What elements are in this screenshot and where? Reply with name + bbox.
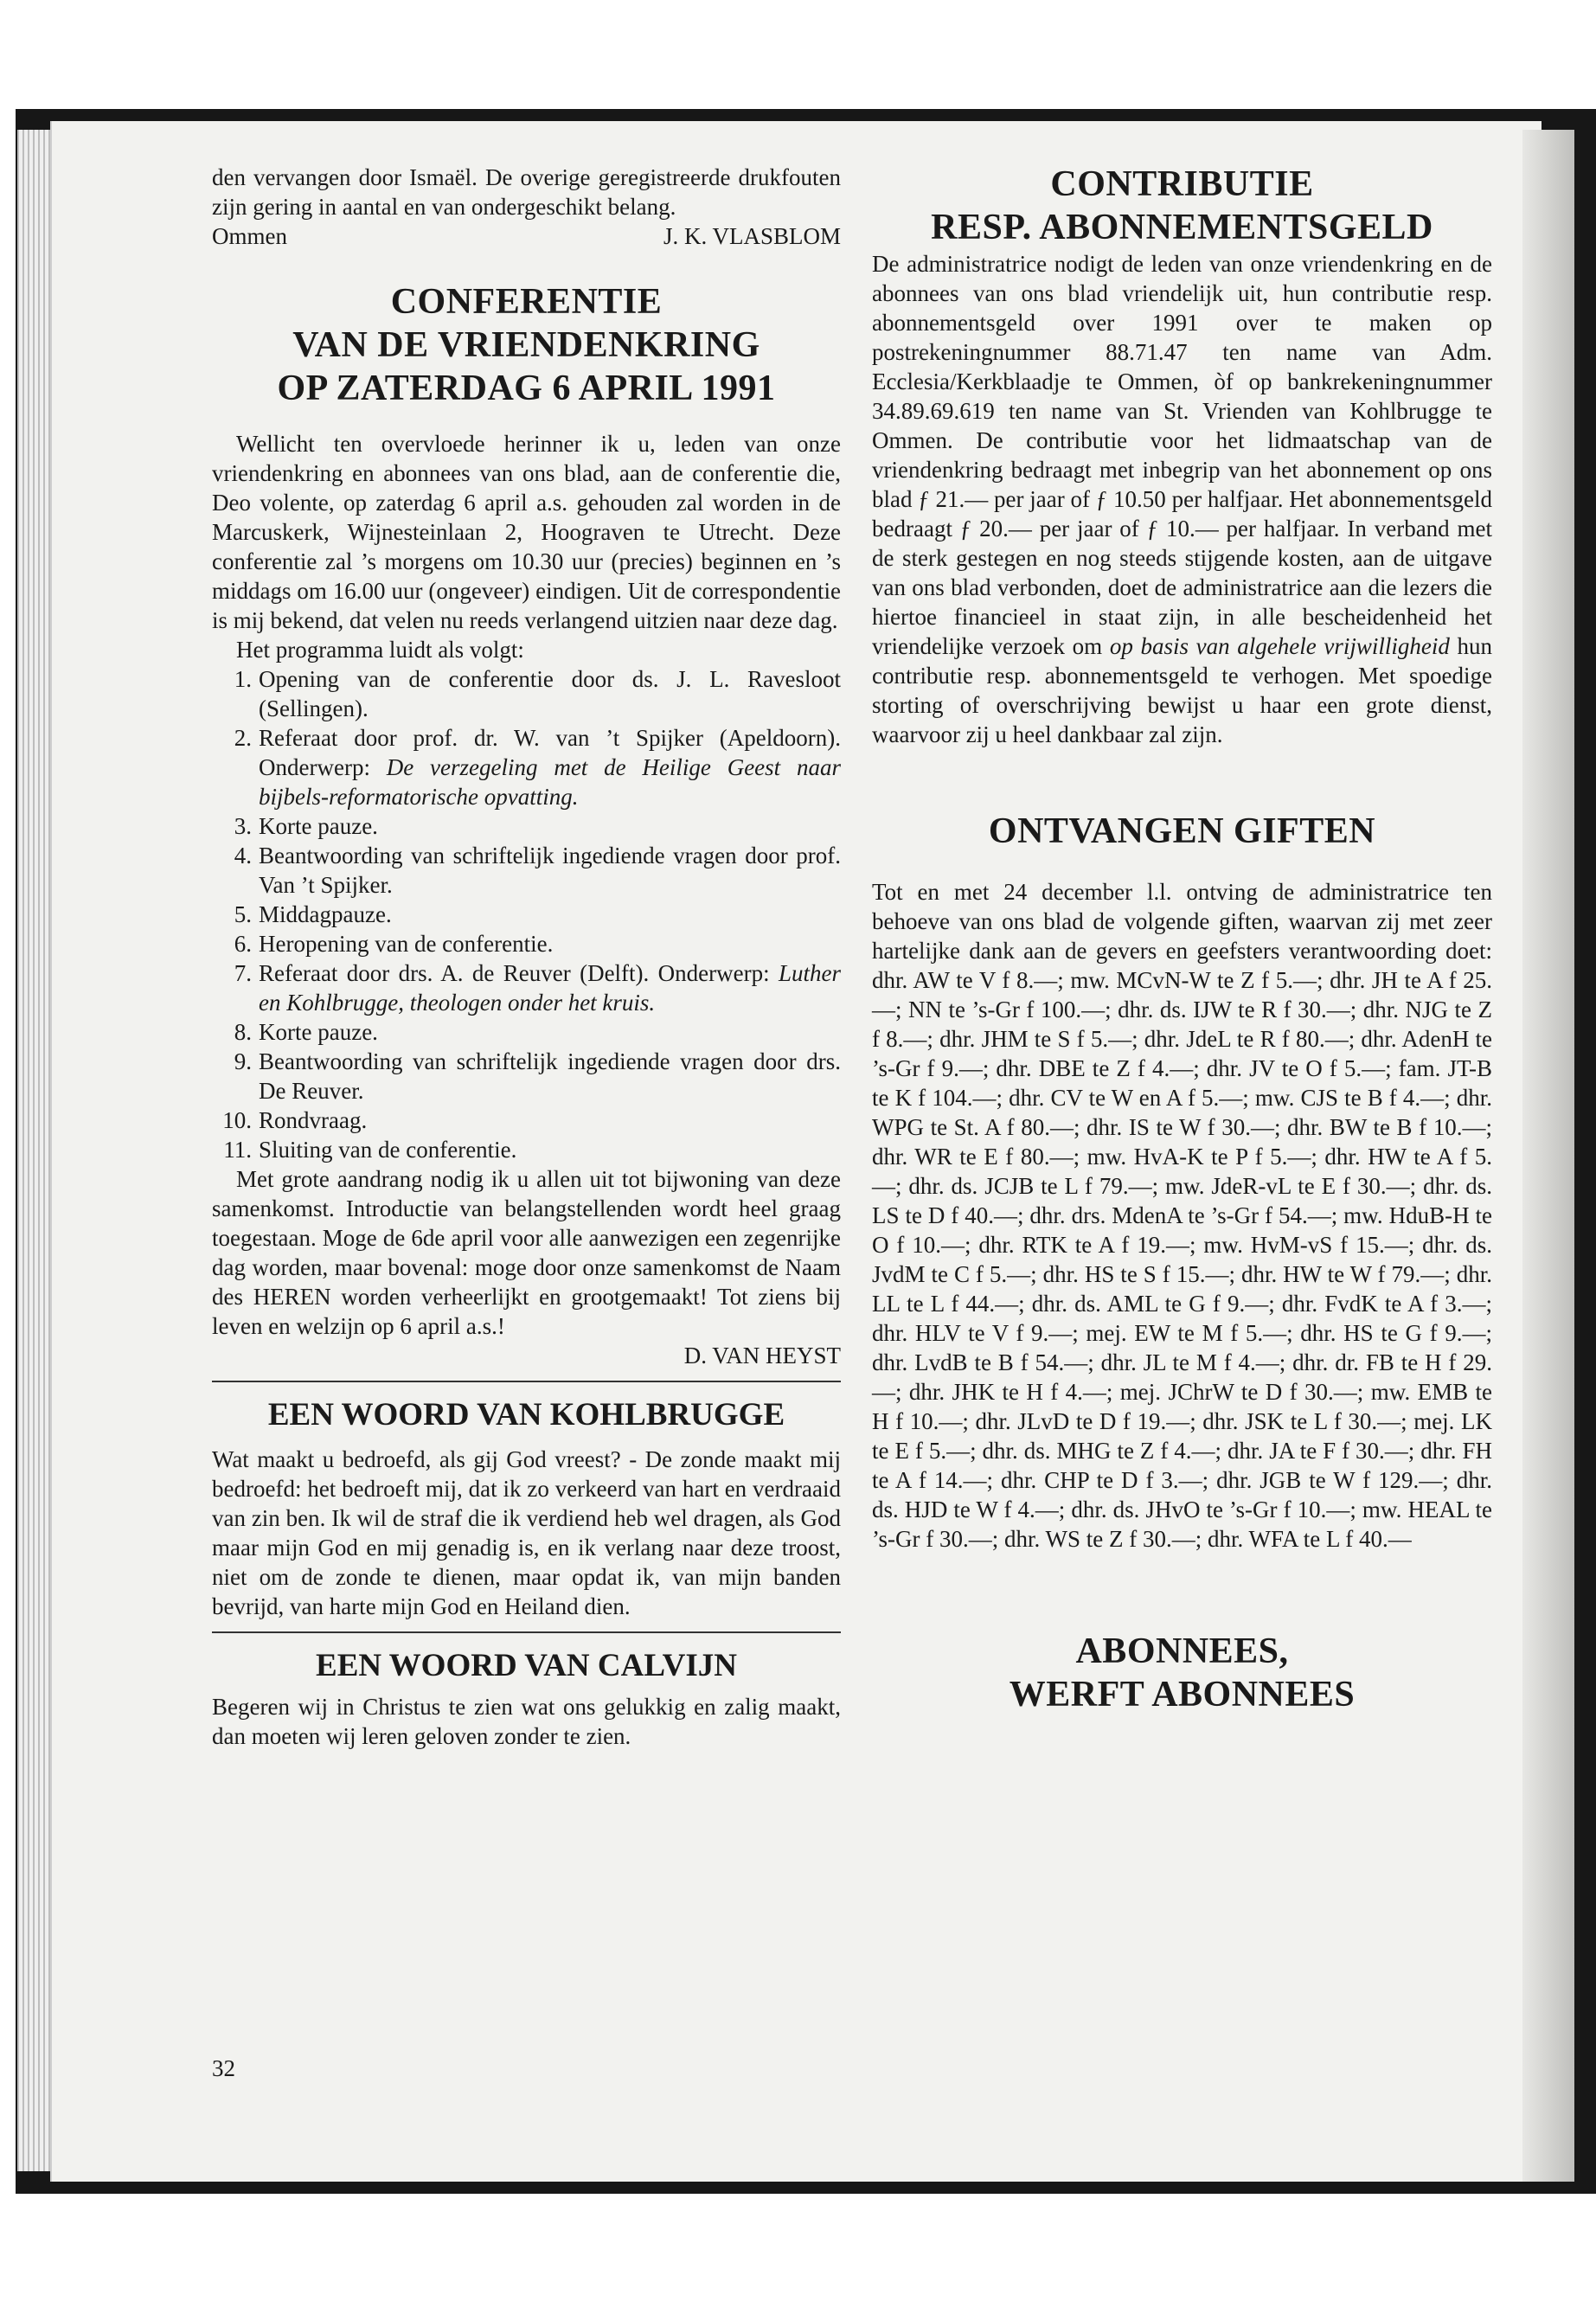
calvijn-body: Begeren wij in Christus te zien wat ons gelukkig en zalig maakt, dan moeten wij leren geloven zonder te zien. [212, 1694, 841, 1749]
program-item: 2. Referaat door prof. dr. W. van ’t Spijker (Apeldoorn). Onderwerp: De verzegeling met de Heilige Geest naar bijbels-reformatorische opvatting. [234, 725, 841, 810]
section-divider [212, 1381, 841, 1382]
kohlbrugge-title: EEN WOORD VAN KOHLBRUGGE [267, 1397, 785, 1433]
contributie-title-line2: RESP. ABONNEMENTSGELD [931, 208, 1433, 247]
program-item: 10. Rondvraag. [222, 1107, 368, 1133]
calvijn-title: EEN WOORD VAN CALVIJN [316, 1648, 737, 1683]
intro-paragraph: den vervangen door Ismaël. De overige geregistreerde drukfouten zijn gering in aantal en van ondergeschikt belang. [212, 164, 841, 220]
program-item: 6. Heropening van de conferentie. [234, 931, 554, 957]
scan-margin-bottom [0, 2194, 1596, 2301]
signature-place: Ommen [212, 223, 287, 249]
giften-body: Tot en met 24 december l.l. ontving de administratrice ten behoeve van ons blad de volgende giften, waarvan zij met zeer hartelijke dank aan de gevers en geefsters verantwoording doet: dhr. AW te V f 8.—; mw. MCvN-W te Z f 5.—; dhr. JH te A f 25.—; NN te ’s-Gr f 100.—; dhr. ds. IJW te R f 30.—; dhr. NJG te Z f 8.—; dhr. JHM te S f 5.—; dhr. JdeL te R f 80.—; dhr. AdenH te ’s-Gr f 9.—; dhr. DBE te Z f 4.—; dhr. JV te O f 5.—; fam. JT-B te K f 104.—; dhr. CV te W en A f 5.—; mw. CJS te B f 4.—; dhr. WPG te St. A f 80.—; dhr. IS te W f 30.—; dhr. BW te B f 10.—; dhr. WR te E f 80.—; mw. HvA-K te P f 5.—; dhr. HW te A f 5.—; dhr. ds. JCJB te L f 79.—; mw. JdeR-vL te E f 30.—; dhr. ds. LS te D f 40.—; dhr. drs. MdenA te ’s-Gr f 54.—; mw. HduB-H te O f 10.—; dhr. RTK te A f 19.—; mw. HvM-vS f 15.—; dhr. ds. JvdM te C f 5.—; dhr. HS te S f 15.—; dhr. HW te W f 79.—; dhr. LL te L f 44.—; dhr. ds. AML te G f 9.—; dhr. FvdK te A f 3.—; dhr. HLV te V f 9.—; mej. EW te M f 5.—; dhr. HS te G f 9.—; dhr. LvdB te B f 54.—; dhr. JL te M f 4.—; dhr. dr. FB te H f 29.—; dhr. JHK te H f 4.—; mej. JChrW te D f 30.—; mw. EMB te H f 10.—; dhr. JLvD te D f 19.—; dhr. JSK te L f 30.—; mej. LK te E f 5.—; dhr. ds. MHG te Z f 4.—; dhr. JA te F f 30.—; dhr. FH te A f 14.—; dhr. CHP te D f 3.—; dhr. JGB te W f 129.—; dhr. ds. HJD te W f 4.—; dhr. ds. JHvO te ’s-Gr f 10.—; mw. HEAL te ’s-Gr f 30.—; dhr. WS te Z f 30.—; dhr. WFA te L f 40.— [872, 879, 1492, 1552]
conference-title-line3: OP ZATERDAG 6 APRIL 1991 [277, 369, 776, 408]
page-edges [17, 130, 50, 2171]
heyst-signature: D. VAN HEYST [683, 1343, 841, 1368]
program-item: 11. Sluiting van de conferentie. [223, 1137, 517, 1163]
right-page-bleed [1522, 130, 1574, 2182]
giften-title: ONTVANGEN GIFTEN [988, 811, 1376, 851]
abonnees-title-line2: WERFT ABONNEES [1009, 1675, 1356, 1715]
program-item: 9. Beantwoording van schriftelijk ingediende vragen door drs. De Reuver. [234, 1048, 841, 1104]
abonnees-title-line1: ABONNEES, [1075, 1631, 1289, 1671]
conference-title-line2: VAN DE VRIENDENKRING [292, 325, 760, 365]
conference-title-line1: CONFERENTIE [390, 282, 663, 322]
kohlbrugge-body: Wat maakt u bedroefd, als gij God vreest? - De zonde maakt mij bedroefd: het bedroeft mij, dat ik zo verkeerd van hart en verdraaid van zin ben. Ik wil de straf die ik verdiend heb wel dragen, als God maar mijn God en mij genadig is, en ik verlang naar deze troost, niet om de zonde te dienen, maar opdat ik, van mijn banden bevrijd, van harte mijn God en Heiland dien. [212, 1446, 841, 1619]
program-item: 8. Korte pauze. [234, 1019, 378, 1045]
program-item: 7. Referaat door drs. A. de Reuver (Delft). Onderwerp: Luther en Kohlbrugge, theologen onder het kruis. [234, 960, 841, 1016]
program-item: 5. Middagpauze. [234, 901, 392, 927]
right-column [872, 163, 1492, 1716]
vlasblom-signature [212, 221, 841, 251]
section-divider [212, 1631, 841, 1633]
signature-name: J. K. VLASBLOM [663, 223, 841, 249]
program-item: 4. Beantwoording van schriftelijk ingediende vragen door prof. Van ’t Spijker. [234, 843, 841, 898]
program-list [212, 664, 841, 1164]
conference-body: Wellicht ten overvloede herinner ik u, leden van onze vriendenkring en abonnees van ons blad, aan de conferentie die, Deo volente, op zaterdag 6 april a.s. gehouden zal worden in de Marcuskerk, Wijnesteinlaan 2, Hoograven te Utrecht. Deze conferentie zal ’s morgens om 10.30 uur (precies) beginnen en ’s middags om 16.00 uur (ongeveer) eindigen. Uit de correspondentie is mij bekend, dat velen nu reeds verlangend uitzien naar deze dag. [212, 431, 841, 633]
program-intro: Het programma luidt als volgt: [236, 637, 524, 663]
left-column [212, 163, 841, 1751]
contributie-body: De administratrice nodigt de leden van onze vriendenkring en de abonnees van ons blad vriendelijk uit, hun contributie resp. abonnementsgeld over 1991 over te maken op postrekeningnummer 88.71.47 ten name van Adm. Ecclesia/Kerkblaadje te Ommen, òf op bankrekeningnummer 34.89.69.619 ten name van St. Vrienden van Kohlbrugge te Ommen. De contributie voor het lidmaatschap van de vriendenkring bedraagt met inbegrip van het abonnement op ons blad ƒ 21.— per jaar of ƒ 10.50 per halfjaar. Het abonnementsgeld bedraagt ƒ 20.— per jaar of ƒ 10.— per halfjaar. In verband met de sterk gestegen en nog steeds stijgende kosten, aan de uitgave van ons blad verbonden, doet de administratrice aan die lezers die hiertoe financieel in staat zijn, in alle bescheidenheid het vriendelijke verzoek om op basis van algehele vrijwilligheid hun contributie resp. abonnementsgeld te verhogen. Met spoedige storting of overschrijving bewijst u haar een grote dienst, waarvoor zij u heel dankbaar zal zijn. [872, 251, 1493, 747]
scan-margin-top [0, 0, 1596, 111]
program-item: 1. Opening van de conferentie door ds. J. L. Ravesloot (Sellingen). [234, 666, 841, 721]
contributie-title-line1: CONTRIBUTIE [1050, 164, 1314, 204]
conference-closing: Met grote aandrang nodig ik u allen uit tot bijwoning van deze samenkomst. Introductie van belangstellenden wordt heel graag toegestaan. Moge de 6de april voor alle aanwezigen een zegenrijke dag worden, maar bovenal: moge door onze samenkomst de Naam des HEREN worden verheerlijkt en grootgemaakt! Tot ziens bij leven en welzijn op 6 april a.s.! [212, 1166, 841, 1339]
page-number: 32 [212, 2055, 235, 2081]
program-item: 3. Korte pauze. [234, 813, 378, 839]
